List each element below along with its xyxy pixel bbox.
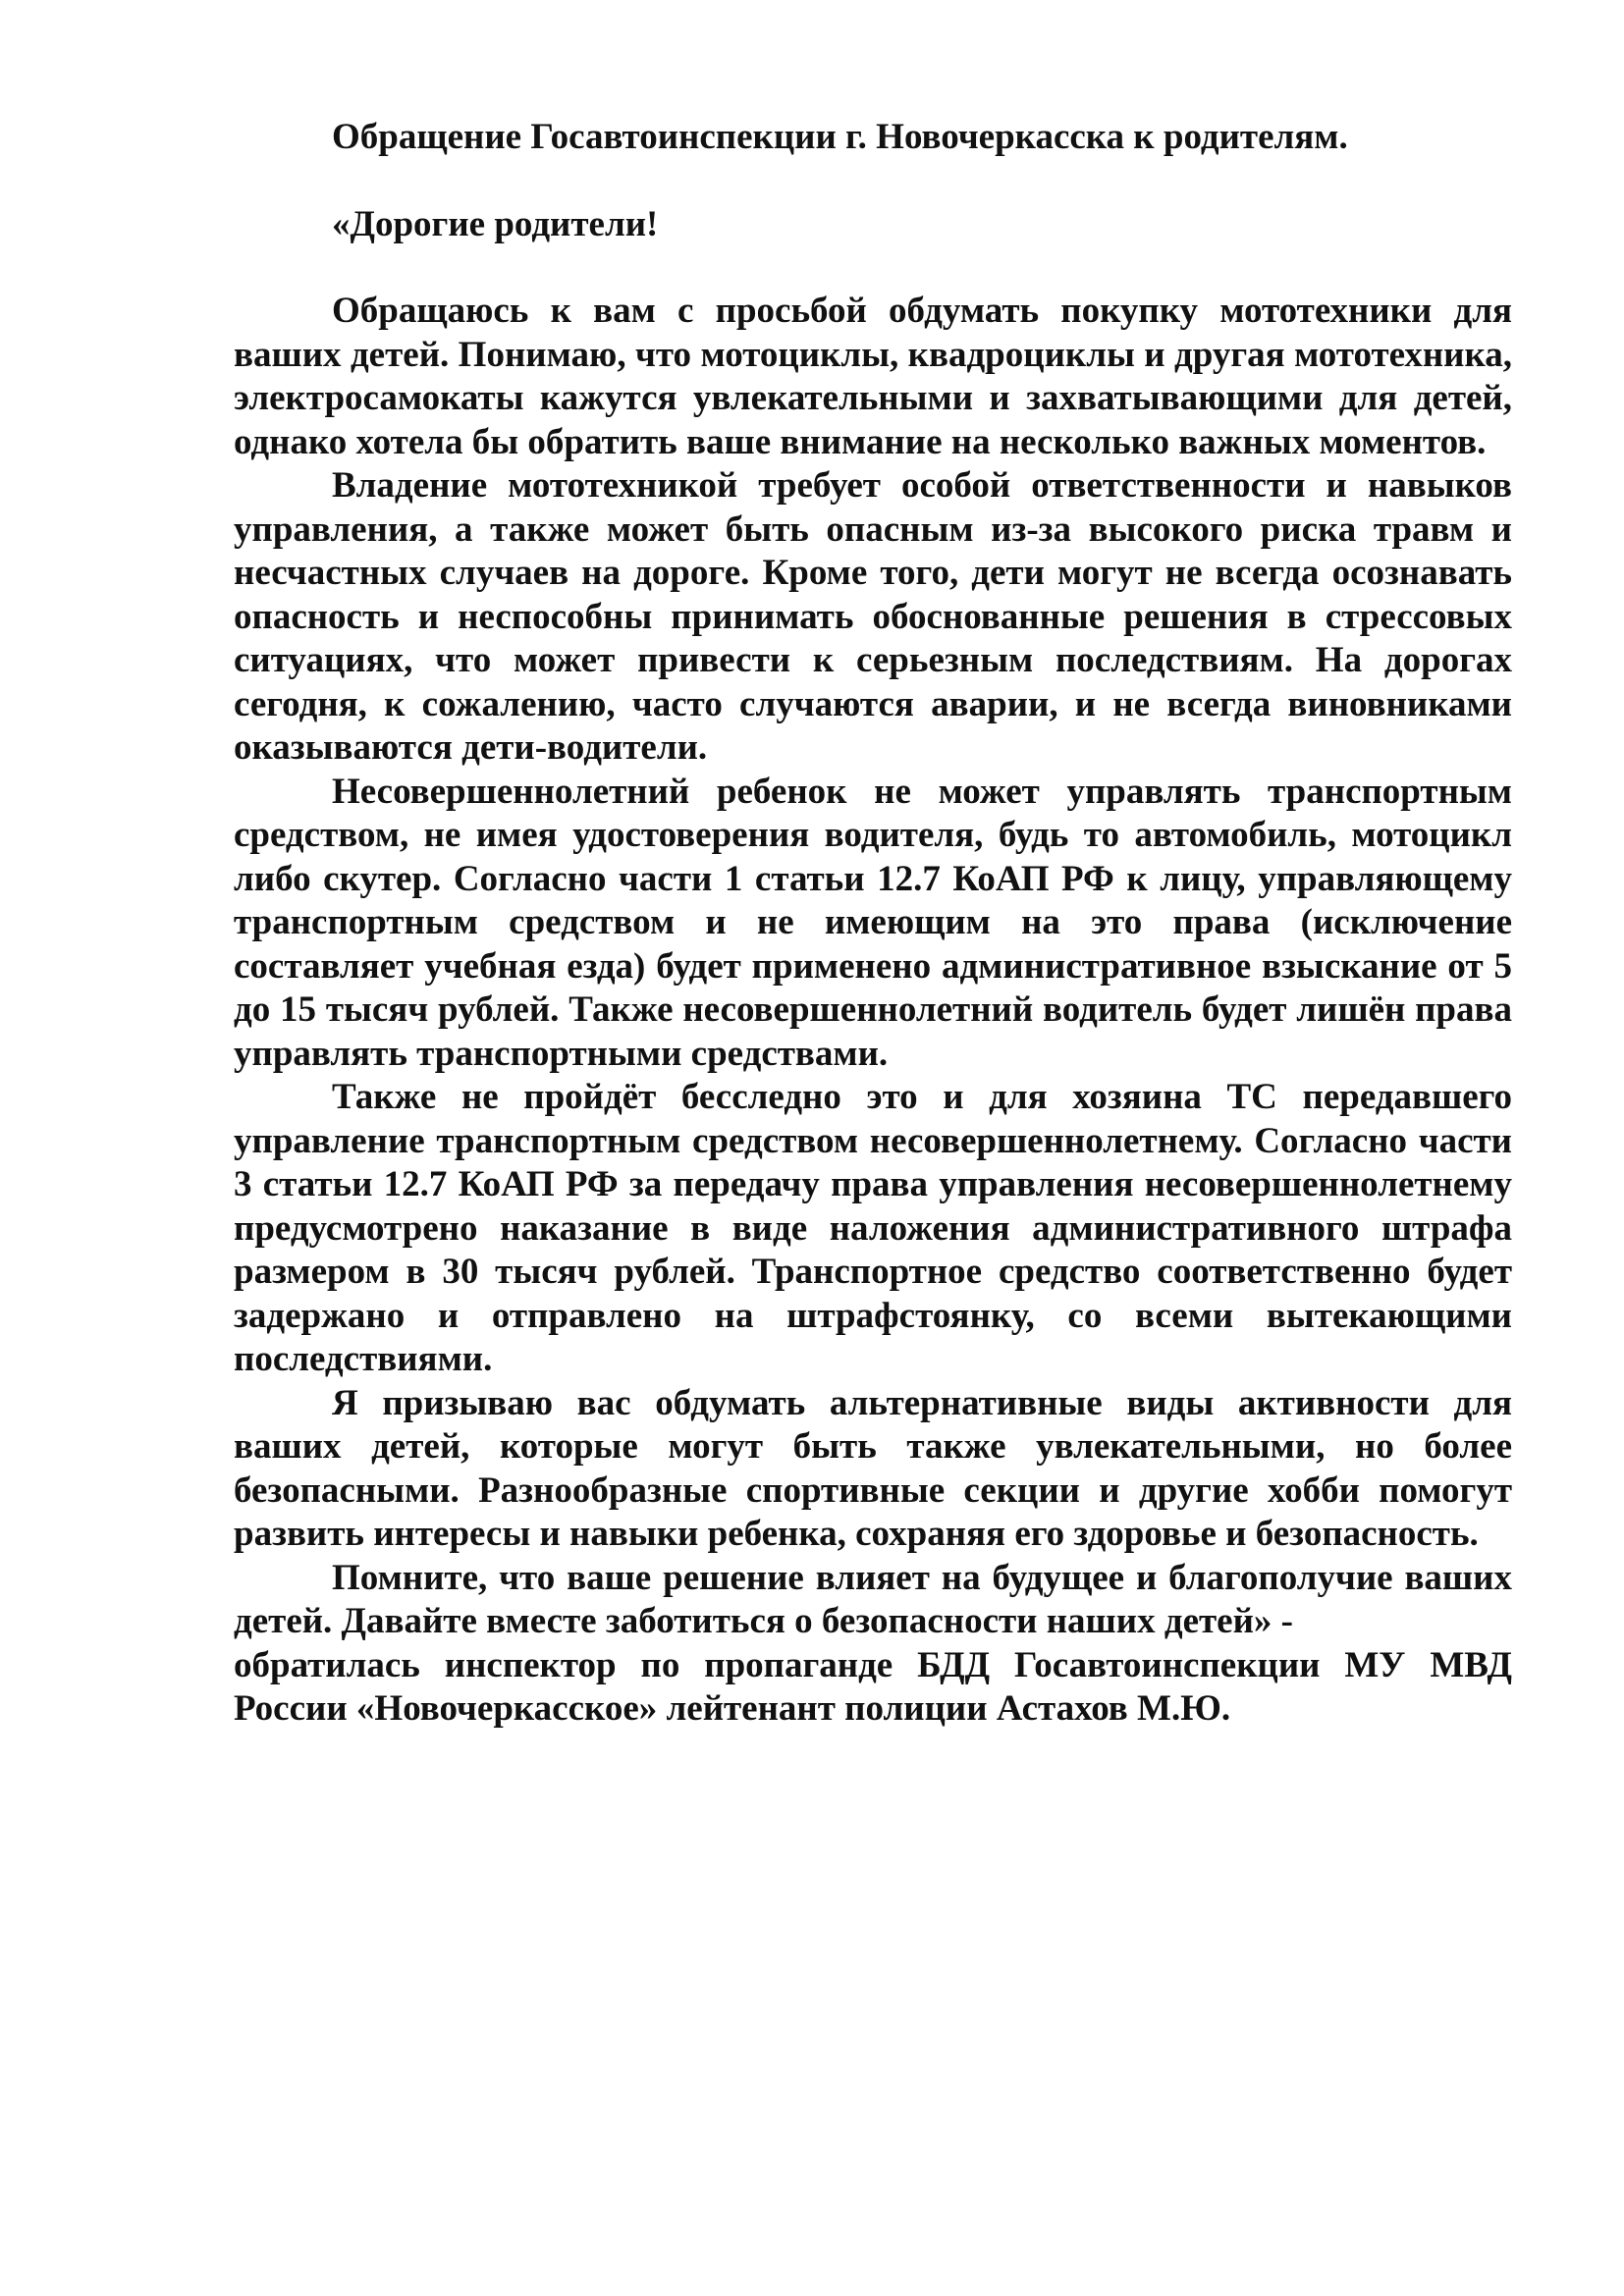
document-title: Обращение Госавтоинспекции г. Новочеркасска к родителям. [332,117,1348,157]
paragraph-2: Владение мототехникой требует особой ответственности и навыков управления, а также может быть опасным из-за высокого риска травм и несчастных случаев на дороге. Кроме того, дети могут не всегда осознавать опасность и неспособны принимать обоснованные решения в стрессовых ситуациях, что может привести к серьезным последствиям. На дорогах сегодня, к сожалению, часто случаются аварии, и не всегда виновниками оказываются дети-водители. [234,465,1512,768]
paragraph-3: Несовершеннолетний ребенок не может управлять транспортным средством, не имея удостоверения водителя, будь то автомобиль, мотоцикл либо скутер. Согласно части 1 статьи 12.7 КоАП РФ к лицу, управляющему транспортным средством и не имеющим на это права (исключение составляет учебная езда) будет применено административное взыскание от 5 до 15 тысяч рублей. Также несовершеннолетний водитель будет лишён права управлять транспортными средствами. [234,771,1512,1074]
letter-body [234,116,1512,1732]
paragraph-6: Помните, что ваше решение влияет на будущее и благополучие ваших детей. Давайте вместе заботиться о безопасности наших детей» - [234,1557,1512,1641]
signature: обратилась инспектор по пропаганде БДД Госавтоинспекции МУ МВД России «Новочеркасское» лейтенант полиции Астахов М.Ю. [234,1644,1512,1729]
paragraph-5: Я призываю вас обдумать альтернативные виды активности для ваших детей, которые могут быть также увлекательными, но более безопасными. Разнообразные спортивные секции и другие хобби помогут развить интересы и навыки ребенка, сохраняя его здоровье и безопасность. [234,1382,1512,1554]
paragraph-4: Также не пройдёт бесследно это и для хозяина ТС передавшего управление транспортным средством несовершеннолетнему. Согласно части 3 статьи 12.7 КоАП РФ за передачу права управления несовершеннолетнему предусмотрено наказание в виде наложения административного штрафа размером в 30 тысяч рублей. Транспортное средство соответственно будет задержано и отправлено на штрафстоянку, со всеми вытекающими последствиями. [234,1077,1512,1379]
paragraph-1: Обращаюсь к вам с просьбой обдумать покупку мототехники для ваших детей. Понимаю, что мотоциклы, квадроциклы и другая мототехника, электросамокаты кажутся увлекательными и захватывающими для детей, однако хотела бы обратить ваше внимание на несколько важных моментов. [234,291,1512,462]
salutation: «Дорогие родители! [332,203,659,244]
